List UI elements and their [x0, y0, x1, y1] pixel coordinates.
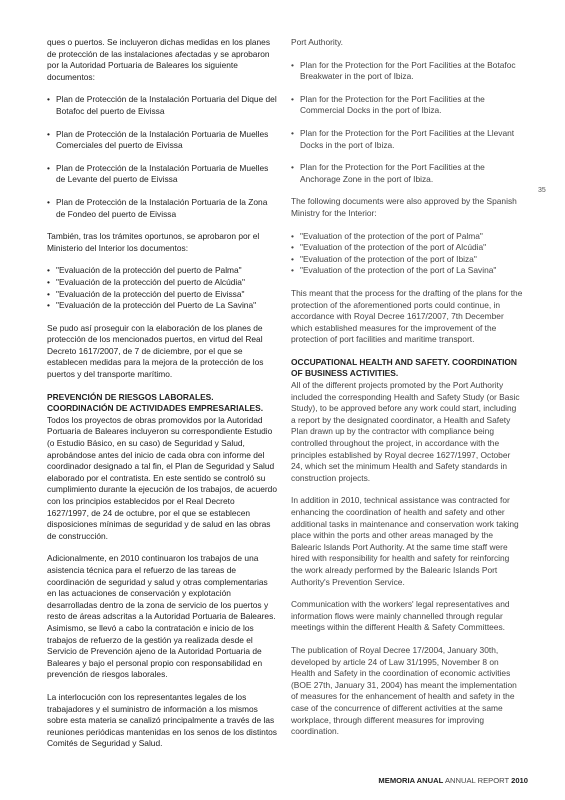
list-item: • "Evaluación de la protección del puerto de Alcúdia"	[47, 276, 245, 287]
paragraph: Adicionalmente, en 2010 continuaron los trabajos de una asistencia técnica para el refuerzo de las tareas de coordinación de seguridad y salud y otras complementarias en las actuaciones de conservación y explotación desarrolladas dentro de la zona de servicio de los puertos y resto de áreas adscritas a la Autoridad Portuaria de Baleares. Asimismo, se llevó a cabo la contratación e inicio de los trabajos de refuerzo de la gestión ya realizada desde el Servicio de Prevención ajeno de la Autoridad Portuaria de Baleares y bajo el personal propio con responsabilidad en prevención de riesgos laborales.	[47, 553, 276, 680]
evaluations-list	[291, 231, 523, 277]
paragraph: The following documents were also approved by the Spanish Ministry for the Interior:	[291, 196, 517, 218]
list-item: • Plan for the Protection for the Port Facilities at the Llevant Docks in the port of Ibiza.	[291, 127, 515, 150]
section-heading: OCCUPATIONAL HEALTH AND SAFETY. COORDINATION OF BUSINESS ACTIVITIES.	[291, 356, 517, 379]
plans-list	[291, 60, 523, 186]
paragraph: Communication with the workers' legal representatives and information flows were mainly channelled through regular meetings within the different Health & Safety Committees.	[291, 599, 510, 633]
paragraph: This meant that the process for the drafting of the plans for the protection of the aforementioned ports could continue, in accordance with Royal Decree 1617/2007, 7th December which established measures for the improvement of the protection of port facilities and maritime transport.	[291, 287, 523, 345]
list-item: • Plan de Protección de la Instalación Portuaria de Muelles Comerciales del puerto de Eivissa	[47, 128, 269, 151]
paragraph: In addition in 2010, technical assistance was contracted for enhancing the coordination of health and safety and other additional tasks in maintenance and conservation work taking place within the ports and other areas managed by the Balearic Islands Port Authority. At the same time staff were hired with responsibility for health and safety for reinforcing the work already performed by the Balearic Islands Port Authority's Prevention Service.	[291, 495, 519, 587]
footer-year: 2010	[511, 776, 528, 785]
footer-title-es: MEMORIA ANUAL	[378, 776, 444, 785]
section-heading: PREVENCIÓN DE RIESGOS LABORALES. COORDINACIÓN DE ACTIVIDADES EMPRESARIALES.	[47, 391, 264, 414]
footer	[378, 776, 528, 785]
list-item: • Plan de Protección de la Instalación Portuaria de la Zona de Fondeo del puerto de Eivissa	[47, 196, 268, 219]
list-item: • "Evaluación de la protección del puerto de Palma"	[47, 265, 242, 276]
evaluations-list	[47, 265, 277, 311]
paragraph: La interlocución con los representantes legales de los trabajadores y el suministro de información a los mismos sobre esta materia se canalizó principalmente a través de las reuniones periódicas mantenidas en los senos de los distintos Comités de Seguridad y Salud.	[47, 691, 277, 749]
list-item: • Plan for the Protection for the Port Facilities at the Botafoc Breakwater in the port of Ibiza.	[291, 59, 516, 82]
list-item: • "Evaluación de la protección del puerto de Eivissa"	[47, 288, 245, 299]
paragraph: Se pudo así proseguir con la elaboración de los planes de protección de los mencionados puertos, en virtud del Real Decreto 1617/2007, de 7 de diciembre, por el que se establecen medidas para la mejora de la protección de los puertos y del transporte marítimo.	[47, 322, 264, 380]
paragraph: Todos los proyectos de obras promovidos por la Autoridad Portuaria de Baleares incluyeron su correspondiente Estudio (o Estudio Básico, en su caso) de Seguridad y Salud, aprobándose antes del inicio de cada obra con informe del coordinador designado a tal fin, el Plan de Seguridad y Salud elaborado por el contratista. En este sentido se controló su cumplimiento durante la ejecución de los trabajos, de acuerdo con los principios establecidos por el Real Decreto 1627/1997, de 24 de octubre, por el que se establecen disposiciones mínimas de seguridad y de salud en las obras de construcción.	[47, 414, 277, 541]
list-item: • Plan for the Protection for the Port Facilities at the Anchorage Zone in the port of Ibiza.	[291, 162, 485, 184]
list-item: • "Evaluation of the protection of the port of Ibiza"	[291, 253, 477, 264]
footer-title-en: ANNUAL REPORT	[444, 776, 509, 785]
list-item: • Plan de Protección de la Instalación Portuaria del Dique del Botafoc del puerto de Eivissa	[47, 94, 277, 116]
paragraph: ques o puertos. Se incluyeron dichas medidas en los planes de protección de las instalaciones afectadas y se aprobaron por la Autoridad Portuaria de Baleares los siguiente documentos:	[47, 37, 271, 82]
paragraph: All of the different projects promoted by the Port Authority included the corresponding Health and Safety Study (or Basic Study), to be approved before any work could start, including a report by the designated coordinator, a Health and Safety Plan drawn up by the contractor with compliance being controlled throughout the project, in accordance with the principles established by Royal decree 1627/1997, October 24, which set the minimum Health and Safety standards in construction projects.	[291, 380, 520, 483]
list-item: • "Evaluación de la protección del Puerto de La Savina"	[47, 300, 257, 311]
spanish-column	[47, 37, 277, 761]
paragraph: También, tras los trámites oportunos, se aprobaron por el Ministerio del Interior los documentos:	[47, 231, 260, 253]
list-item: • "Evaluation of the protection of the port of Alcúdia"	[291, 242, 487, 253]
list-item: • "Evaluation of the protection of the port of Palma"	[291, 230, 483, 241]
plans-list	[47, 94, 277, 220]
paragraph: Port Authority.	[291, 37, 343, 47]
list-item: • "Evaluation of the protection of the port of La Savina"	[291, 265, 497, 276]
list-item: • Plan de Protección de la Instalación Portuaria de Muelles de Levante del puerto de Eivissa	[47, 162, 269, 185]
list-item: • Plan for the Protection for the Port Facilities at the Commercial Docks in the port of Ibiza.	[291, 93, 485, 116]
page-number: 35	[538, 187, 546, 194]
english-column	[291, 37, 523, 749]
paragraph: The publication of Royal Decree 17/2004, January 30th, developed by article 24 of Law 31/1995, November 8 on Health and Safety in the coordination of economic activities (BOE 27th, January 31, 2004) has meant the implementation of measures for the enhancement of health and safety in the case of the concurrence of different activities at the same workplace, through different measures for improving coordination.	[291, 644, 517, 737]
